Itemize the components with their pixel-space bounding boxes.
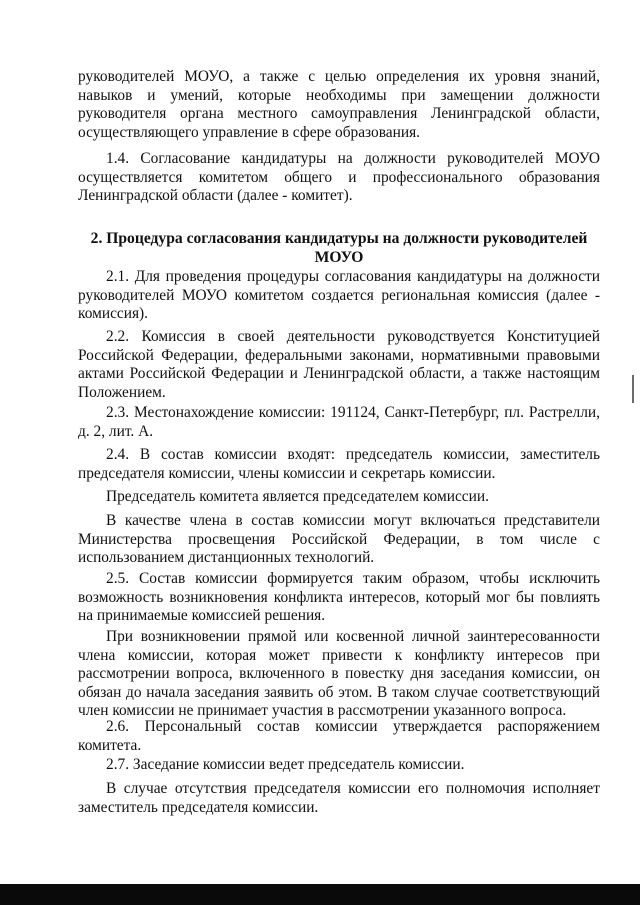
paragraph-2-7-absence: В случае отсутствия председателя комиссии его полномочия исполняет заместитель председателя комиссии. bbox=[78, 780, 600, 816]
paragraph-2-5: 2.5. Состав комиссии формируется таким образом, чтобы исключить возможность возникновения конфликта интересов, который мог бы повлиять на принимаемые комиссией решения. bbox=[78, 570, 600, 625]
paragraph-2-4-chair: Председатель комитета является председателем комиссии. bbox=[106, 488, 489, 505]
scan-edge-mark bbox=[632, 375, 634, 403]
paragraph-2-3: 2.3. Местонахождение комиссии: 191124, Санкт-Петербург, пл. Растрелли, д. 2, лит. А. bbox=[78, 404, 600, 440]
section-2-title: 2. Процедура согласования кандидатуры на должности руководителей МОУО bbox=[90, 230, 588, 266]
paragraph-2-4: 2.4. В состав комиссии входят: председатель комиссии, заместитель председателя комиссии, члены комиссии и секретарь комиссии. bbox=[78, 446, 600, 482]
intro-paragraph: руководителей МОУО, а также с целью определения их уровня знаний, навыков и умений, которые необходимы при замещении должности руководителя органа местного самоуправления Ленинградской области, осуществляющего управление в сфере образования. bbox=[78, 68, 600, 141]
paragraph-1-4: 1.4. Согласование кандидатуры на должности руководителей МОУО осуществляется комитетом общего и профессионального образования Ленинградской области (далее - комитет). bbox=[78, 150, 600, 205]
paragraph-2-6: 2.6. Персональный состав комиссии утверждается распоряжением комитета. bbox=[78, 718, 600, 754]
scan-bottom-bar bbox=[0, 884, 640, 905]
paragraph-2-7: 2.7. Заседание комиссии ведет председатель комиссии. bbox=[106, 756, 465, 773]
paragraph-2-5-conflict: При возникновении прямой или косвенной личной заинтересованности члена комиссии, которая может привести к конфликту интересов при рассмотрении вопроса, включенного в повестку дня заседания комиссии, он обязан до начала заседания заявить об этом. В таком случае соответствующий член комиссии не принимает участия в рассмотрении указанного вопроса. bbox=[78, 628, 600, 720]
paragraph-2-2: 2.2. Комиссия в своей деятельности руководствуется Конституцией Российской Федерации, федеральными законами, нормативными правовыми актами Российской Федерации и Ленинградской области, а также настоящим Положением. bbox=[78, 328, 600, 401]
paragraph-2-1: 2.1. Для проведения процедуры согласования кандидатуры на должности руководителей МОУО комитетом создается региональная комиссия (далее - комиссия). bbox=[78, 268, 600, 323]
paragraph-2-4-ministry: В качестве члена в состав комиссии могут включаться представители Министерства просвещения Российской Федерации, в том числе с использованием дистанционных технологий. bbox=[78, 512, 600, 567]
